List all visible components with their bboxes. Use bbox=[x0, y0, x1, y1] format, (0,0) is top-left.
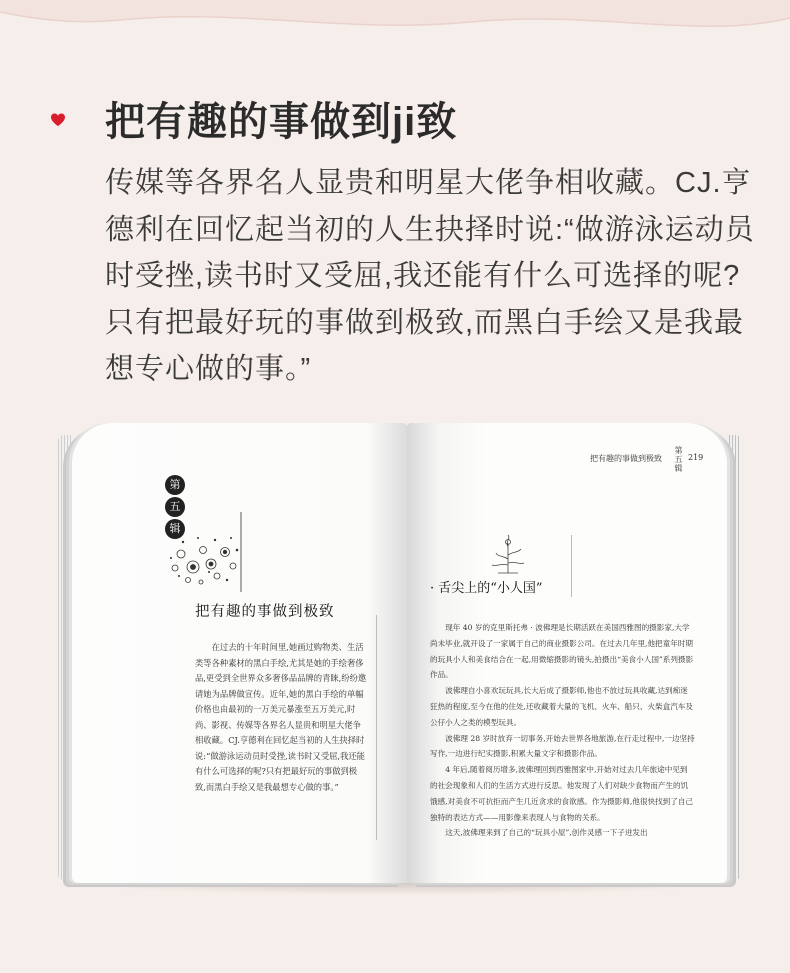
intro-paragraph: 传媒等各界名人显贵和明星大佬争相收藏。CJ.亨德利在回忆起当初的人生抉择时说:“做游泳运动员时受挫,读书时又受屈,我还能有什么可选择的呢?只有把最好玩的事做到极致,而黑白手绘又是我最想专心做的事。” bbox=[105, 167, 755, 385]
section-heading: 把有趣的事做到ji致 bbox=[105, 100, 458, 144]
chapter-badge-char: 五 bbox=[165, 497, 185, 517]
section-rule bbox=[571, 535, 572, 597]
heart-icon bbox=[50, 112, 66, 128]
section-title: · 舌尖上的“小人国” bbox=[430, 581, 543, 596]
left-page-body: 在过去的十年时间里,她画过购物类、生活类等各种素材的黑白手绘,尤其是她的手绘奢侈品,更受到全世界众多奢侈品品牌的青睐,纷纷邀请她为品牌做宣传。近年,她的黑白手绘的单幅价格也由最初的一万美元暴涨至五万美元,时尚、影视、传媒等各界名人显贵和明星大佬争相收藏。CJ.亨德利在回忆起当初的人生抉择时说:“做游泳运动员时受挫,读书时又受屈,我还能有什么可选择的呢?只有把最好玩的事做到极致,而黑白手绘又是我最想专心做的事。” bbox=[195, 642, 367, 792]
left-page-rule bbox=[376, 615, 377, 840]
body-paragraph: 波佛理 28 岁时放弃一切事务,开始去世界各地旅游,在行走过程中,一边坚持写作,一边进行纪实摄影,积累大量文字和摄影作品。 bbox=[430, 733, 695, 759]
decorative-top-wave bbox=[0, 0, 790, 60]
side-tag: 第五辑 bbox=[674, 446, 683, 473]
chapter-badge-char: 第 bbox=[165, 475, 185, 495]
body-paragraph: 波佛理自小喜欢玩玩具,长大后成了摄影师,他也不放过玩具收藏,达到痴迷狂热的程度,至今在他的住处,还收藏着大量的飞机、火车、船只、火柴盒汽车及公仔小人之类的模型玩具。 bbox=[430, 686, 694, 727]
page-number: 219 bbox=[688, 453, 704, 462]
left-page-edges bbox=[58, 435, 72, 880]
left-page-title: 把有趣的事做到极致 bbox=[195, 604, 335, 620]
right-page-edges bbox=[727, 435, 741, 880]
body-paragraph: 4 年后,随着阅历增多,波佛理回到西雅图家中,开始对过去几年旅途中见到的社会现象和人们的生活方式进行反思。他发现了人们对缺少食物而产生的饥饿感,对美食不可抗拒而产生几近贪求的食欲感。作为摄影师,他很快找到了自己独特的表达方式——用影像来表现人与食物的关系。 bbox=[430, 765, 694, 822]
right-page-body bbox=[430, 620, 695, 841]
open-book-illustration bbox=[50, 415, 750, 895]
body-paragraph: 现年 40 岁的克里斯托弗 · 波佛理是长期活跃在美国西雅图的摄影家,大学尚未毕业,就开设了一家属于自己的商业摄影公司。在过去几年里,他把童年时期的玩具小人和美食结合在一起,用微缩摄影的镜头,拍摄出“美食小人国”系列摄影作品。 bbox=[430, 623, 694, 680]
chapter-badge-char: 辑 bbox=[165, 519, 185, 539]
plant-sketch-icon bbox=[488, 533, 528, 575]
body-paragraph: 这天,波佛理来到了自己的“玩具小屋”,创作灵感一下子迸发出 bbox=[445, 828, 648, 838]
running-header: 把有趣的事做到极致 bbox=[590, 454, 662, 463]
